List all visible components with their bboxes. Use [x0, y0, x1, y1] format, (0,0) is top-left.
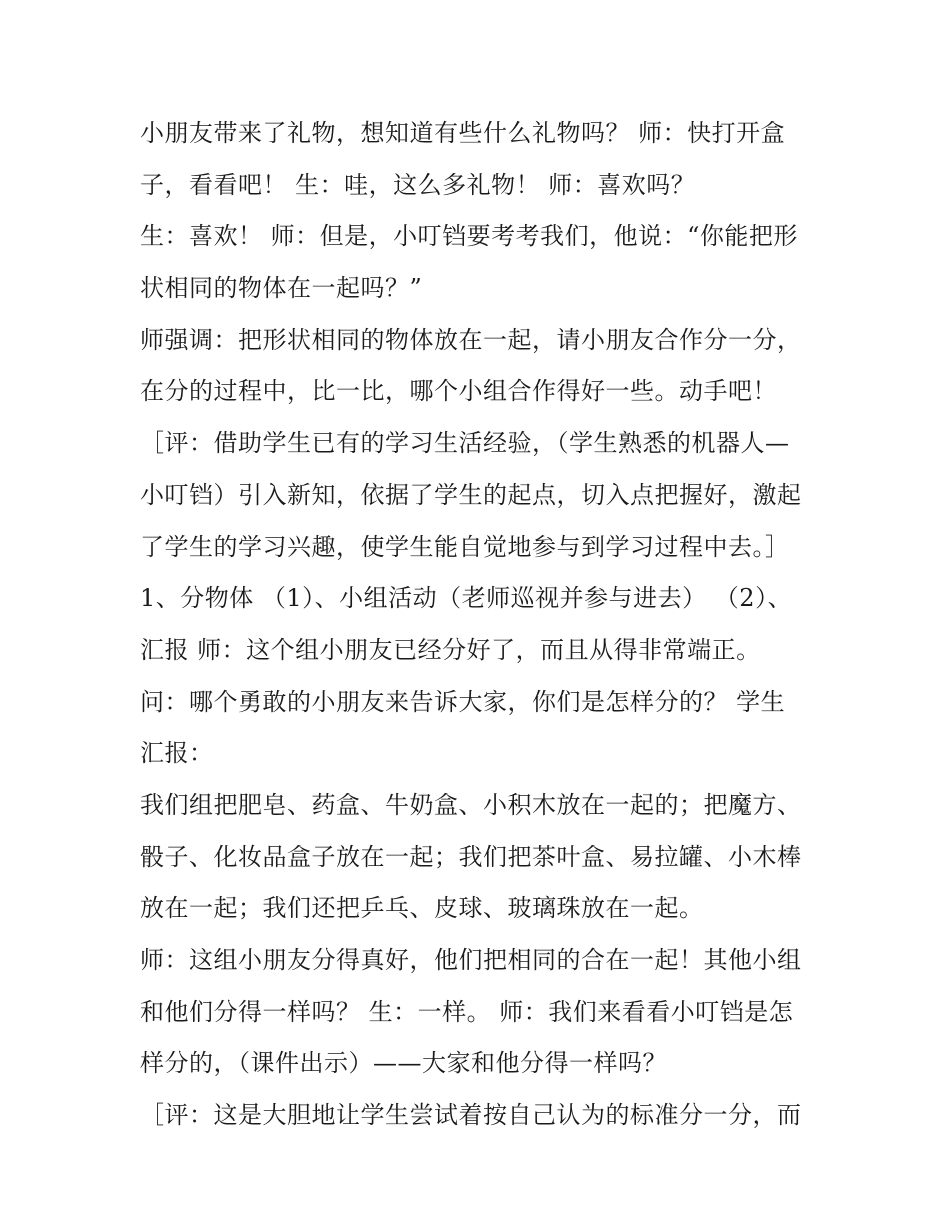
text-line: 问：哪个勇敢的小朋友来告诉大家，你们是怎样分的？ 学生: [140, 687, 786, 716]
comment-line: 小叮铛）引入新知，依据了学生的起点，切入点把握好，激起: [140, 480, 802, 509]
text-line: 我们组把肥皂、药盒、牛奶盒、小积木放在一起的；把魔方、: [140, 790, 802, 819]
text-line: 汇报 师：这个组小朋友已经分好了，而且从得非常端正。: [140, 635, 761, 664]
text-line: 生：喜欢！ 师：但是，小叮铛要考考我们，他说：“你能把形: [140, 222, 798, 251]
text-line: 和他们分得一样吗？ 生：一样。 师：我们来看看小叮铛是怎: [140, 997, 794, 1026]
text-line: 样分的，（课件出示）——大家和他分得一样吗？: [140, 1049, 667, 1078]
text-line: 1、分物体 （1）、小组活动（老师巡视并参与进去） （2）、: [140, 584, 793, 613]
text-line: 骰子、化妆品盒子放在一起；我们把茶叶盒、易拉罐、小木棒: [140, 842, 802, 871]
text-line: 师强调：把形状相同的物体放在一起，请小朋友合作分一分，: [140, 325, 802, 354]
comment-line: ［评：借助学生已有的学习生活经验，（学生熟悉的机器人—: [140, 429, 790, 458]
text-line: 状相同的物体在一起吗？”: [140, 274, 423, 303]
text-line: 子，看看吧！ 生：哇，这么多礼物！ 师：喜欢吗？: [140, 170, 696, 199]
text-line: 在分的过程中，比一比，哪个小组合作得好一些。动手吧！: [140, 377, 777, 406]
comment-line: 了学生的学习兴趣，使学生能自觉地参与到学习过程中去。］: [140, 532, 790, 561]
text-line: 师：这组小朋友分得真好，他们把相同的合在一起！其他小组: [140, 946, 802, 974]
text-line: 小朋友带来了礼物，想知道有些什么礼物吗？ 师：快打开盒: [140, 119, 786, 147]
text-line: 汇报：: [140, 739, 214, 768]
text-line: 放在一起；我们还把乒乓、皮球、玻璃珠放在一起。: [140, 894, 704, 923]
comment-line: ［评：这是大胆地让学生尝试着按自己认为的标准分一分，而: [140, 1101, 802, 1130]
document-body: [140, 108, 820, 1142]
